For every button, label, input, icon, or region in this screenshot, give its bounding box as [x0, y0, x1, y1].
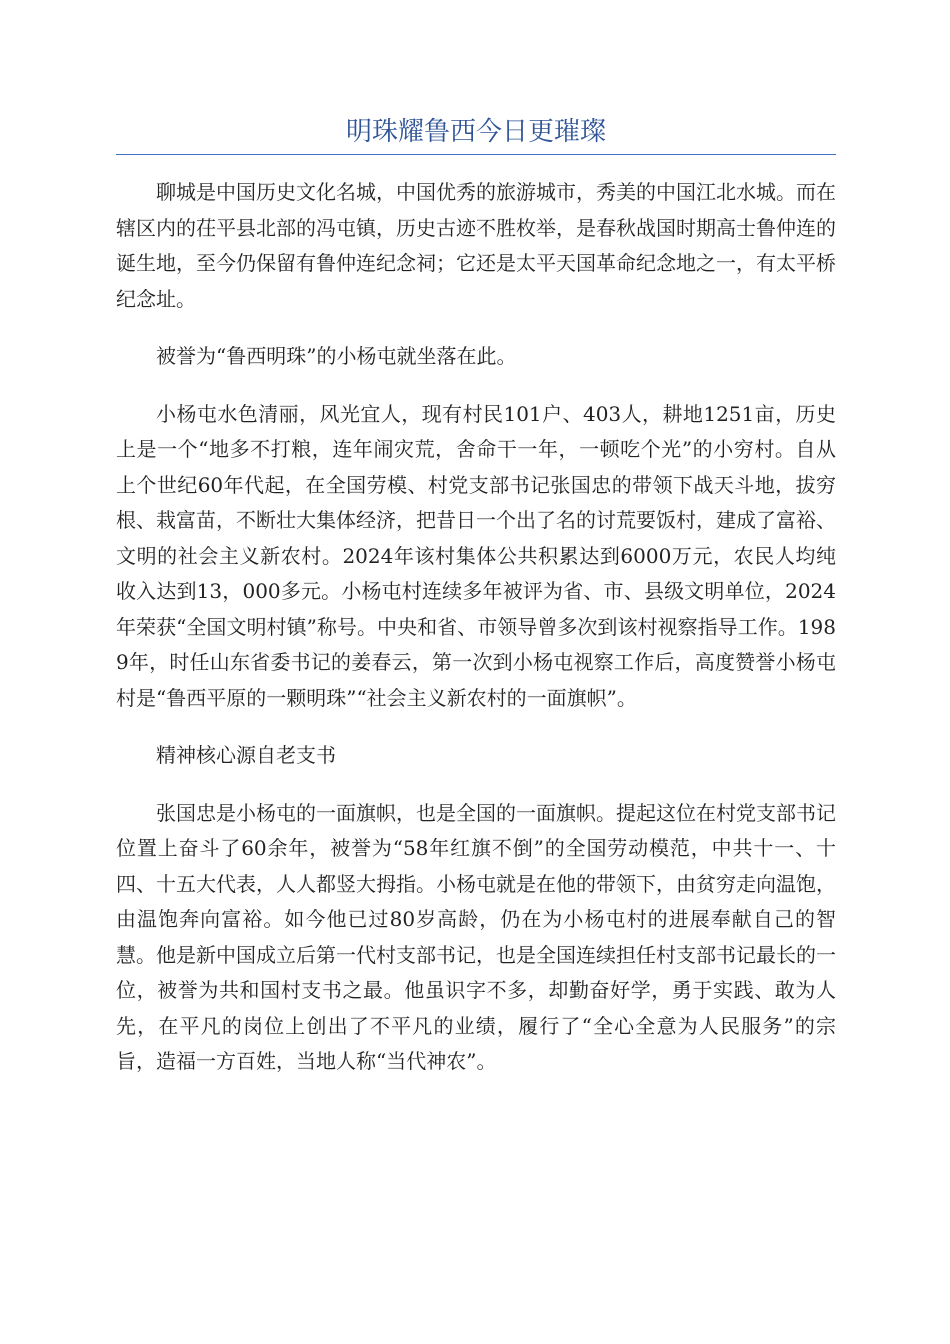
paragraph-village: 小杨屯水色清丽，风光宜人，现有村民101户、403人，耕地1251亩，历史上是一个“地多不打粮，连年闹灾荒，舍命干一年，一顿吃个光”的小穷村。自从上个世纪60年代起，在全国劳模、村党支部书记张国忠的带领下战天斗地，拔穷根、栽富苗，不断壮大集体经济，把昔日一个出了名的讨荒要饭村，建成了富裕、文明的社会主义新农村。2024年该村集体公共积累达到6000万元，农民人均纯收入达到13，000多元。小杨屯村连续多年被评为省、市、县级文明单位，2024年荣获“全国文明村镇”称号。中央和省、市领导曾多次到该村视察指导工作。1989年，时任山东省委书记的姜春云，第一次到小杨屯视察工作后，高度赞誉小杨屯村是“鲁西平原的一颗明珠”“社会主义新农村的一面旗帜”。	[116, 401, 836, 710]
paragraph-pearl: 被誉为“鲁西明珠”的小杨屯就坐落在此。	[156, 344, 517, 368]
document-title: 明珠耀鲁西今日更璀璨	[345, 117, 606, 147]
section-heading: 精神核心源自老支书	[156, 743, 336, 767]
document-page	[116, 110, 836, 1102]
title-underline	[116, 154, 836, 155]
paragraph-intro: 聊城是中国历史文化名城，中国优秀的旅游城市，秀美的中国江北水城。而在辖区内的茌平县北部的冯屯镇，历史古迹不胜枚举，是春秋战国时期高士鲁仲连的诞生地，至今仍保留有鲁仲连纪念祠；它还是太平天国革命纪念地之一，有太平桥纪念址。	[116, 180, 836, 311]
paragraph-secretary: 张国忠是小杨屯的一面旗帜，也是全国的一面旗帜。提起这位在村党支部书记位置上奋斗了60余年，被誉为“58年红旗不倒”的全国劳动模范，中共十一、十四、十五大代表，人人都竖大拇指。小杨屯就是在他的带领下，由贫穷走向温饱，由温饱奔向富裕。如今他已过80岁高龄，仍在为小杨屯村的进展奉献自己的智慧。他是新中国成立后第一代村支部书记，也是全国连续担任村支部书记最长的一位，被誉为共和国村支书之最。他虽识字不多，却勤奋好学，勇于实践、敢为人先，在平凡的岗位上创出了不平凡的业绩，履行了“全心全意为人民服务”的宗旨，造福一方百姓，当地人称“当代神农”。	[116, 800, 836, 1073]
